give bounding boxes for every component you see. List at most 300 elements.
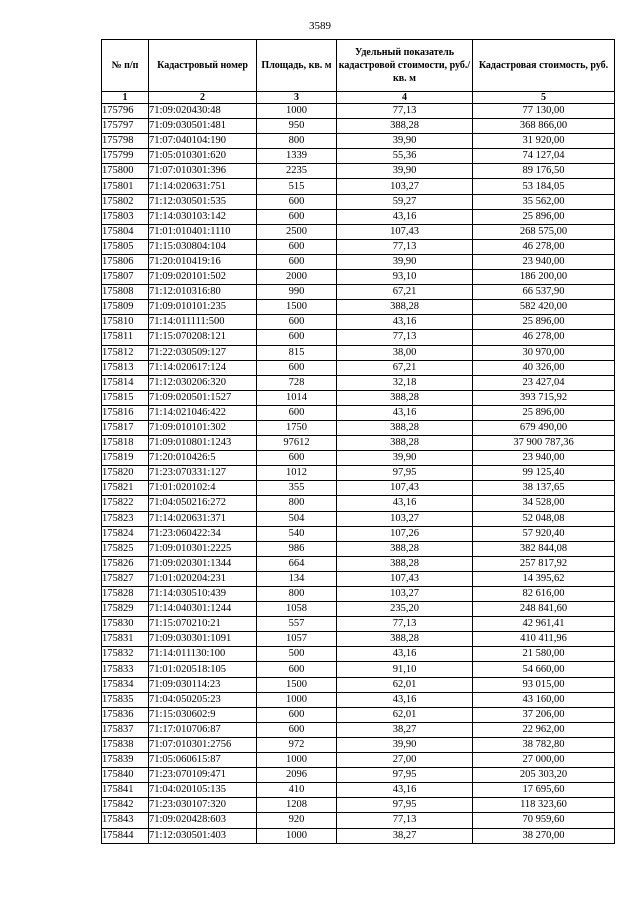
- cadastral-value-cell: 368 866,00: [473, 119, 615, 134]
- cadastral-value-cell: 93 015,00: [473, 677, 615, 692]
- row-index-cell: 175806: [102, 254, 149, 269]
- specific-value-cell: 38,27: [337, 722, 473, 737]
- row-index-cell: 175814: [102, 375, 149, 390]
- table-row: [102, 571, 615, 586]
- cadastral-value-cell: 37 900 787,36: [473, 436, 615, 451]
- specific-value-cell: 93,10: [337, 270, 473, 285]
- row-index-cell: 175839: [102, 753, 149, 768]
- table-row: [102, 405, 615, 420]
- cadastral-number-cell: 71:23:070109:471: [149, 768, 257, 783]
- table-row: [102, 798, 615, 813]
- area-cell: 728: [257, 375, 337, 390]
- cadastral-value-cell: 53 184,05: [473, 179, 615, 194]
- page-number: 3589: [309, 20, 331, 32]
- area-cell: 600: [257, 209, 337, 224]
- header-row: [102, 40, 615, 92]
- row-index-cell: 175817: [102, 420, 149, 435]
- row-index-cell: 175796: [102, 104, 149, 119]
- cadastral-value-cell: 118 323,60: [473, 798, 615, 813]
- row-index-cell: 175826: [102, 556, 149, 571]
- row-index-cell: 175802: [102, 194, 149, 209]
- area-cell: 504: [257, 511, 337, 526]
- cadastral-value-cell: 52 048,08: [473, 511, 615, 526]
- row-index-cell: 175816: [102, 405, 149, 420]
- cadastral-number-cell: 71:07:010301:2756: [149, 737, 257, 752]
- area-cell: 800: [257, 587, 337, 602]
- specific-value-cell: 67,21: [337, 360, 473, 375]
- row-index-cell: 175840: [102, 768, 149, 783]
- cadastral-value-cell: 30 970,00: [473, 345, 615, 360]
- cadastral-number-cell: 71:14:020631:751: [149, 179, 257, 194]
- cadastral-number-cell: 71:04:050216:272: [149, 496, 257, 511]
- cadastral-value-cell: 23 940,00: [473, 254, 615, 269]
- specific-value-cell: 43,16: [337, 692, 473, 707]
- row-index-cell: 175818: [102, 436, 149, 451]
- row-index-cell: 175834: [102, 677, 149, 692]
- table-row: [102, 556, 615, 571]
- row-index-cell: 175804: [102, 224, 149, 239]
- row-index-cell: 175807: [102, 270, 149, 285]
- specific-value-cell: 388,28: [337, 541, 473, 556]
- row-index-cell: 175835: [102, 692, 149, 707]
- specific-value-cell: 97,95: [337, 798, 473, 813]
- table-row: [102, 194, 615, 209]
- table-row: [102, 451, 615, 466]
- specific-value-cell: 103,27: [337, 179, 473, 194]
- cadastral-number-cell: 71:09:020501:1527: [149, 390, 257, 405]
- cadastral-value-cell: 582 420,00: [473, 300, 615, 315]
- table-row: [102, 647, 615, 662]
- cadastral-value-cell: 38 782,80: [473, 737, 615, 752]
- area-cell: 600: [257, 662, 337, 677]
- cadastral-number-cell: 71:09:010101:302: [149, 420, 257, 435]
- area-cell: 1000: [257, 753, 337, 768]
- area-cell: 972: [257, 737, 337, 752]
- area-cell: 600: [257, 707, 337, 722]
- header-cell-index: № п/п: [102, 40, 149, 92]
- row-index-cell: 175820: [102, 466, 149, 481]
- cadastral-number-cell: 71:15:030804:104: [149, 239, 257, 254]
- table-row: [102, 602, 615, 617]
- specific-value-cell: 43,16: [337, 783, 473, 798]
- table-row: [102, 753, 615, 768]
- cadastral-value-cell: 89 176,50: [473, 164, 615, 179]
- cadastral-number-cell: 71:20:010426:5: [149, 451, 257, 466]
- row-index-cell: 175828: [102, 587, 149, 602]
- area-cell: 600: [257, 239, 337, 254]
- cadastral-value-cell: 393 715,92: [473, 390, 615, 405]
- specific-value-cell: 103,27: [337, 587, 473, 602]
- cadastral-value-cell: 31 920,00: [473, 134, 615, 149]
- area-cell: 2000: [257, 270, 337, 285]
- cadastral-number-cell: 71:09:020430:48: [149, 104, 257, 119]
- cadastral-number-cell: 71:14:030103:142: [149, 209, 257, 224]
- cadastral-value-cell: 679 490,00: [473, 420, 615, 435]
- cadastral-number-cell: 71:01:020204:231: [149, 571, 257, 586]
- table-row: [102, 632, 615, 647]
- row-index-cell: 175833: [102, 662, 149, 677]
- cadastral-number-cell: 71:14:020617:124: [149, 360, 257, 375]
- row-index-cell: 175822: [102, 496, 149, 511]
- area-cell: 1750: [257, 420, 337, 435]
- cadastral-number-cell: 71:07:010301:396: [149, 164, 257, 179]
- table-row: [102, 285, 615, 300]
- cadastral-number-cell: 71:14:021046:422: [149, 405, 257, 420]
- cadastral-value-cell: 205 303,20: [473, 768, 615, 783]
- area-cell: 134: [257, 571, 337, 586]
- cadastral-number-cell: 71:09:010101:235: [149, 300, 257, 315]
- cadastral-number-cell: 71:14:040301:1244: [149, 602, 257, 617]
- area-cell: 557: [257, 617, 337, 632]
- column-number: 2: [149, 92, 257, 104]
- row-index-cell: 175824: [102, 526, 149, 541]
- specific-value-cell: 77,13: [337, 104, 473, 119]
- cadastral-number-cell: 71:09:010301:2225: [149, 541, 257, 556]
- row-index-cell: 175813: [102, 360, 149, 375]
- specific-value-cell: 39,90: [337, 451, 473, 466]
- area-cell: 600: [257, 254, 337, 269]
- cadastral-number-cell: 71:04:050205:23: [149, 692, 257, 707]
- table-row: [102, 662, 615, 677]
- specific-value-cell: 38,00: [337, 345, 473, 360]
- row-index-cell: 175825: [102, 541, 149, 556]
- row-index-cell: 175815: [102, 390, 149, 405]
- row-index-cell: 175810: [102, 315, 149, 330]
- row-index-cell: 175798: [102, 134, 149, 149]
- row-index-cell: 175827: [102, 571, 149, 586]
- row-index-cell: 175819: [102, 451, 149, 466]
- cadastral-number-cell: 71:09:010801:1243: [149, 436, 257, 451]
- row-index-cell: 175830: [102, 617, 149, 632]
- cadastral-number-cell: 71:23:030107:320: [149, 798, 257, 813]
- header-cell-cadastral-value: Кадастровая стоимость, руб.: [473, 40, 615, 92]
- area-cell: 600: [257, 451, 337, 466]
- row-index-cell: 175809: [102, 300, 149, 315]
- header-cell-specific-value: Удельный показатель кадастровой стоимости, руб./кв. м: [337, 40, 473, 92]
- cadastral-number-cell: 71:14:030510:439: [149, 587, 257, 602]
- cadastral-number-cell: 71:14:020631:371: [149, 511, 257, 526]
- cadastral-number-cell: 71:12:030501:403: [149, 828, 257, 843]
- table-row: [102, 783, 615, 798]
- area-cell: 500: [257, 647, 337, 662]
- cadastral-number-cell: 71:12:010316:80: [149, 285, 257, 300]
- specific-value-cell: 107,43: [337, 571, 473, 586]
- table-row: [102, 496, 615, 511]
- specific-value-cell: 62,01: [337, 707, 473, 722]
- row-index-cell: 175832: [102, 647, 149, 662]
- specific-value-cell: 77,13: [337, 813, 473, 828]
- column-number: 4: [337, 92, 473, 104]
- area-cell: 600: [257, 360, 337, 375]
- cadastral-value-cell: 74 127,04: [473, 149, 615, 164]
- cadastral-value-cell: 37 206,00: [473, 707, 615, 722]
- specific-value-cell: 43,16: [337, 315, 473, 330]
- specific-value-cell: 388,28: [337, 632, 473, 647]
- specific-value-cell: 388,28: [337, 300, 473, 315]
- area-cell: 600: [257, 405, 337, 420]
- cadastral-value-cell: 70 959,60: [473, 813, 615, 828]
- row-index-cell: 175821: [102, 481, 149, 496]
- row-index-cell: 175831: [102, 632, 149, 647]
- table-row: [102, 828, 615, 843]
- specific-value-cell: 97,95: [337, 768, 473, 783]
- area-cell: 1057: [257, 632, 337, 647]
- table-row: [102, 360, 615, 375]
- cadastral-value-cell: 57 920,40: [473, 526, 615, 541]
- specific-value-cell: 43,16: [337, 209, 473, 224]
- table-row: [102, 270, 615, 285]
- cadastral-number-cell: 71:07:040104:190: [149, 134, 257, 149]
- area-cell: 515: [257, 179, 337, 194]
- area-cell: 2096: [257, 768, 337, 783]
- row-index-cell: 175843: [102, 813, 149, 828]
- specific-value-cell: 388,28: [337, 420, 473, 435]
- specific-value-cell: 38,27: [337, 828, 473, 843]
- area-cell: 1500: [257, 677, 337, 692]
- table-row: [102, 209, 615, 224]
- row-index-cell: 175808: [102, 285, 149, 300]
- area-cell: 1000: [257, 104, 337, 119]
- cadastral-number-cell: 71:12:030501:535: [149, 194, 257, 209]
- specific-value-cell: 62,01: [337, 677, 473, 692]
- row-index-cell: 175803: [102, 209, 149, 224]
- cadastral-value-cell: 66 537,90: [473, 285, 615, 300]
- specific-value-cell: 107,43: [337, 224, 473, 239]
- table-row: [102, 707, 615, 722]
- cadastral-number-cell: 71:05:060615:87: [149, 753, 257, 768]
- table-row: [102, 587, 615, 602]
- table-row: [102, 511, 615, 526]
- table-row: [102, 224, 615, 239]
- row-index-cell: 175842: [102, 798, 149, 813]
- specific-value-cell: 103,27: [337, 511, 473, 526]
- cadastral-number-cell: 71:01:020102:4: [149, 481, 257, 496]
- area-cell: 1012: [257, 466, 337, 481]
- cadastral-value-cell: 257 817,92: [473, 556, 615, 571]
- column-number: 3: [257, 92, 337, 104]
- table-row: [102, 692, 615, 707]
- table-row: [102, 737, 615, 752]
- table-row: [102, 541, 615, 556]
- cadastral-value-cell: 35 562,00: [473, 194, 615, 209]
- cadastral-number-cell: 71:14:011111:500: [149, 315, 257, 330]
- area-cell: 920: [257, 813, 337, 828]
- specific-value-cell: 235,20: [337, 602, 473, 617]
- specific-value-cell: 39,90: [337, 254, 473, 269]
- cadastral-value-cell: 38 137,65: [473, 481, 615, 496]
- cadastral-value-cell: 23 427,04: [473, 375, 615, 390]
- specific-value-cell: 32,18: [337, 375, 473, 390]
- cadastral-number-cell: 71:01:020518:105: [149, 662, 257, 677]
- cadastral-number-cell: 71:09:030501:481: [149, 119, 257, 134]
- specific-value-cell: 77,13: [337, 239, 473, 254]
- specific-value-cell: 388,28: [337, 556, 473, 571]
- cadastral-value-cell: 23 940,00: [473, 451, 615, 466]
- cadastral-number-cell: 71:09:020101:502: [149, 270, 257, 285]
- specific-value-cell: 39,90: [337, 134, 473, 149]
- cadastral-value-cell: 17 695,60: [473, 783, 615, 798]
- cadastral-value-cell: 27 000,00: [473, 753, 615, 768]
- area-cell: 815: [257, 345, 337, 360]
- cadastral-number-cell: 71:09:020428:603: [149, 813, 257, 828]
- table-row: [102, 436, 615, 451]
- table-row: [102, 254, 615, 269]
- cadastral-number-cell: 71:22:030509:127: [149, 345, 257, 360]
- area-cell: 1000: [257, 692, 337, 707]
- cadastral-number-cell: 71:15:030602:9: [149, 707, 257, 722]
- cadastral-number-cell: 71:04:020105:135: [149, 783, 257, 798]
- table-row: [102, 345, 615, 360]
- table-row: [102, 315, 615, 330]
- table-row: [102, 119, 615, 134]
- specific-value-cell: 91,10: [337, 662, 473, 677]
- table-row: [102, 179, 615, 194]
- cadastral-value-cell: 248 841,60: [473, 602, 615, 617]
- cadastral-value-cell: 99 125,40: [473, 466, 615, 481]
- cadastral-number-cell: 71:23:060422:34: [149, 526, 257, 541]
- cadastral-value-cell: 25 896,00: [473, 315, 615, 330]
- specific-value-cell: 43,16: [337, 647, 473, 662]
- cadastral-value-cell: 77 130,00: [473, 104, 615, 119]
- cadastral-number-cell: 71:09:030114:23: [149, 677, 257, 692]
- column-number: 5: [473, 92, 615, 104]
- table-row: [102, 134, 615, 149]
- specific-value-cell: 388,28: [337, 390, 473, 405]
- row-index-cell: 175797: [102, 119, 149, 134]
- row-index-cell: 175837: [102, 722, 149, 737]
- cadastral-number-cell: 71:20:010419:16: [149, 254, 257, 269]
- table-row: [102, 104, 615, 119]
- cadastral-value-cell: 14 395,62: [473, 571, 615, 586]
- cadastral-value-cell: 268 575,00: [473, 224, 615, 239]
- area-cell: 600: [257, 194, 337, 209]
- table-row: [102, 330, 615, 345]
- cadastral-value-cell: 21 580,00: [473, 647, 615, 662]
- cadastral-value-cell: 186 200,00: [473, 270, 615, 285]
- specific-value-cell: 77,13: [337, 617, 473, 632]
- area-cell: 97612: [257, 436, 337, 451]
- header-cell-cadastral-number: Кадастровый номер: [149, 40, 257, 92]
- table-row: [102, 300, 615, 315]
- header-cell-area: Площадь, кв. м: [257, 40, 337, 92]
- table-row: [102, 481, 615, 496]
- table-body: [102, 104, 615, 844]
- table-row: [102, 722, 615, 737]
- row-index-cell: 175838: [102, 737, 149, 752]
- area-cell: 1500: [257, 300, 337, 315]
- area-cell: 600: [257, 330, 337, 345]
- row-index-cell: 175811: [102, 330, 149, 345]
- area-cell: 990: [257, 285, 337, 300]
- cadastral-number-cell: 71:15:070210:21: [149, 617, 257, 632]
- specific-value-cell: 107,43: [337, 481, 473, 496]
- specific-value-cell: 43,16: [337, 405, 473, 420]
- area-cell: 600: [257, 722, 337, 737]
- area-cell: 1208: [257, 798, 337, 813]
- cadastral-number-cell: 71:14:011130:100: [149, 647, 257, 662]
- table-row: [102, 375, 615, 390]
- area-cell: 1014: [257, 390, 337, 405]
- specific-value-cell: 55,36: [337, 149, 473, 164]
- cadastral-number-cell: 71:05:010301:620: [149, 149, 257, 164]
- area-cell: 800: [257, 496, 337, 511]
- area-cell: 600: [257, 315, 337, 330]
- area-cell: 2500: [257, 224, 337, 239]
- cadastral-number-cell: 71:09:030301:1091: [149, 632, 257, 647]
- table-row: [102, 239, 615, 254]
- row-index-cell: 175799: [102, 149, 149, 164]
- cadastral-number-cell: 71:23:070331:127: [149, 466, 257, 481]
- table-row: [102, 617, 615, 632]
- row-index-cell: 175829: [102, 602, 149, 617]
- cadastral-number-cell: 71:17:010706:87: [149, 722, 257, 737]
- cadastral-value-cell: 82 616,00: [473, 587, 615, 602]
- row-index-cell: 175841: [102, 783, 149, 798]
- column-number: 1: [102, 92, 149, 104]
- specific-value-cell: 388,28: [337, 119, 473, 134]
- table-row: [102, 420, 615, 435]
- specific-value-cell: 27,00: [337, 753, 473, 768]
- cadastral-value-cell: 38 270,00: [473, 828, 615, 843]
- specific-value-cell: 97,95: [337, 466, 473, 481]
- row-index-cell: 175836: [102, 707, 149, 722]
- table-row: [102, 813, 615, 828]
- column-number-row: [102, 92, 615, 104]
- specific-value-cell: 77,13: [337, 330, 473, 345]
- area-cell: 540: [257, 526, 337, 541]
- cadastral-number-cell: 71:15:070208:121: [149, 330, 257, 345]
- area-cell: 1000: [257, 828, 337, 843]
- cadastral-value-cell: 382 844,08: [473, 541, 615, 556]
- cadastral-value-cell: 25 896,00: [473, 405, 615, 420]
- cadastral-value-cell: 43 160,00: [473, 692, 615, 707]
- area-cell: 355: [257, 481, 337, 496]
- cadastral-value-cell: 34 528,00: [473, 496, 615, 511]
- specific-value-cell: 59,27: [337, 194, 473, 209]
- specific-value-cell: 39,90: [337, 164, 473, 179]
- cadastral-value-cell: 40 326,00: [473, 360, 615, 375]
- area-cell: 410: [257, 783, 337, 798]
- row-index-cell: 175805: [102, 239, 149, 254]
- cadastral-value-cell: 410 411,96: [473, 632, 615, 647]
- cadastral-number-cell: 71:01:010401:1110: [149, 224, 257, 239]
- row-index-cell: 175823: [102, 511, 149, 526]
- area-cell: 986: [257, 541, 337, 556]
- table-row: [102, 466, 615, 481]
- specific-value-cell: 67,21: [337, 285, 473, 300]
- cadastral-value-cell: 22 962,00: [473, 722, 615, 737]
- cadastral-number-cell: 71:09:020301:1344: [149, 556, 257, 571]
- cadastral-value-cell: 54 660,00: [473, 662, 615, 677]
- row-index-cell: 175801: [102, 179, 149, 194]
- specific-value-cell: 107,26: [337, 526, 473, 541]
- specific-value-cell: 388,28: [337, 436, 473, 451]
- cadastral-number-cell: 71:12:030206:320: [149, 375, 257, 390]
- area-cell: 1058: [257, 602, 337, 617]
- cadastral-value-cell: 42 961,41: [473, 617, 615, 632]
- row-index-cell: 175812: [102, 345, 149, 360]
- cadastral-value-table: [101, 39, 615, 844]
- table-row: [102, 677, 615, 692]
- area-cell: 1339: [257, 149, 337, 164]
- row-index-cell: 175844: [102, 828, 149, 843]
- cadastral-value-cell: 46 278,00: [473, 239, 615, 254]
- table-row: [102, 526, 615, 541]
- cadastral-value-cell: 46 278,00: [473, 330, 615, 345]
- area-cell: 800: [257, 134, 337, 149]
- table-row: [102, 164, 615, 179]
- table-row: [102, 149, 615, 164]
